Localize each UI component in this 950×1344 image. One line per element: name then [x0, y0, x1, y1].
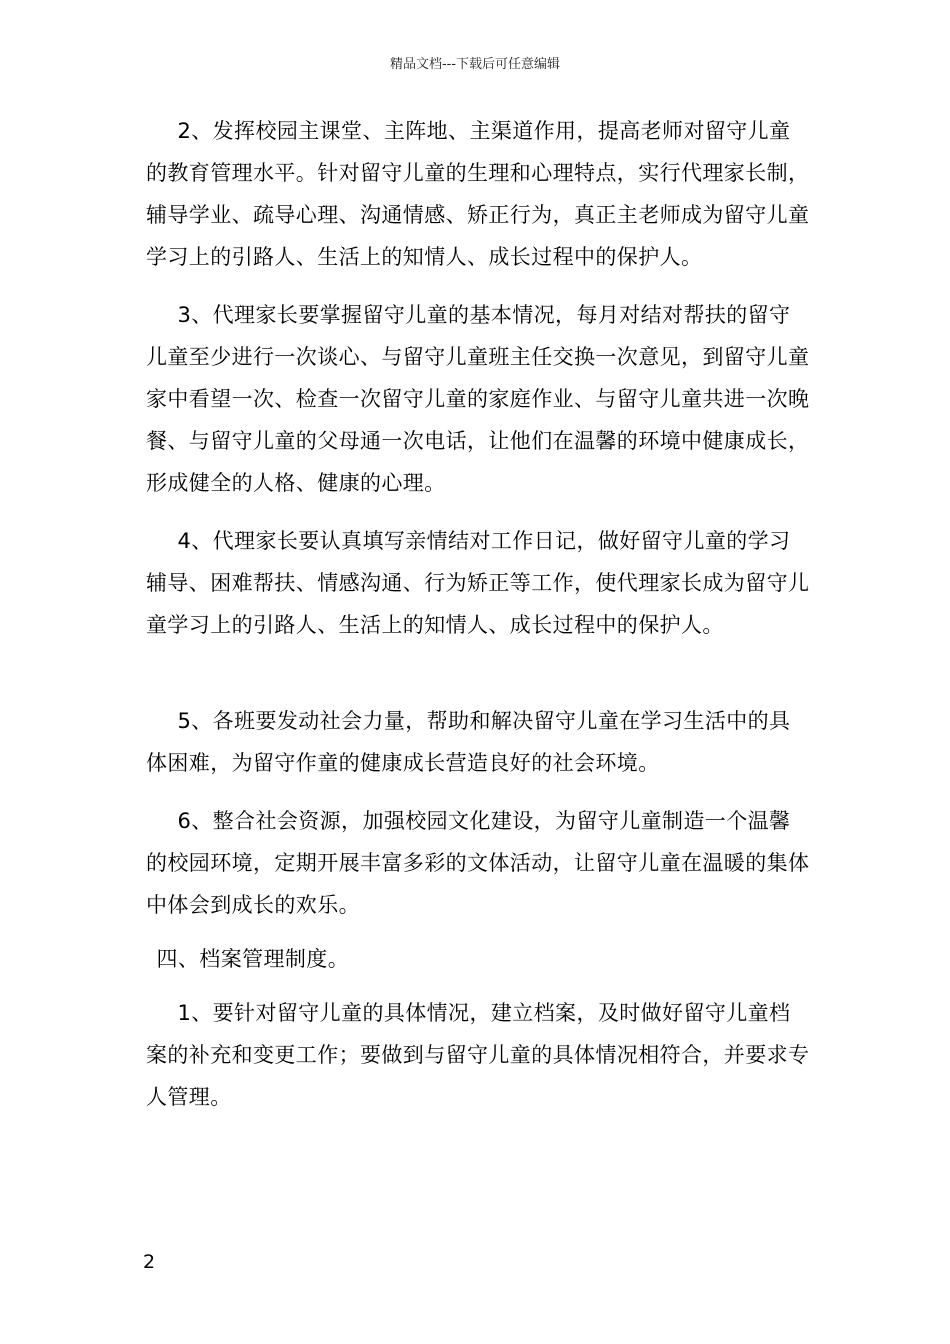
paragraph-3: 3、代理家长要掌握留守儿童的基本情况，每月对结对帮扶的留守儿童至少进行一次谈心、与留守儿童班主任交换一次意见，到留守儿童家中看望一次、检查一次留守儿童的家庭作业、与留守儿童共进一次晚餐、与留守儿童的父母通一次电话，让他们在温馨的环境中健康成长，形成健全的人格、健康的心理。 — [146, 303, 810, 495]
paragraph-5: 5、各班要发动社会力量，帮助和解决留守儿童在学习生活中的具体困难，为留守作童的健康成长营造良好的社会环境。 — [146, 709, 791, 775]
document-body — [146, 110, 810, 1118]
section-heading: 四、档案管理制度。 — [156, 947, 350, 971]
paragraph-2: 2、发挥校园主课堂、主阵地、主渠道作用，提高老师对留守儿童的教育管理水平。针对留守儿童的生理和心理特点，实行代理家长制，辅导学业、疏导心理、沟通情感、矫正行为，真正主老师成为留守儿童学习上的引路人、生活上的知情人、成长过程中的保护人。 — [146, 119, 810, 269]
section-paragraph-1: 1、要针对留守儿童的具体情况，建立档案，及时做好留守儿童档案的补充和变更工作；要做到与留守儿童的具体情况相符合，并要求专人管理。 — [146, 1001, 810, 1109]
paragraph-6: 6、整合社会资源，加强校园文化建设，为留守儿童制造一个温馨的校园环境，定期开展丰富多彩的文体活动，让留守儿童在温暖的集体中体会到成长的欢乐。 — [146, 809, 810, 917]
page-header: 精品文档---下载后可任意编辑 — [389, 57, 561, 72]
paragraph-4: 4、代理家长要认真填写亲情结对工作日记，做好留守儿童的学习辅导、困难帮扶、情感沟通、行为矫正等工作，使代理家长成为留守儿童学习上的引路人、生活上的知情人、成长过程中的保护人。 — [146, 529, 810, 637]
page-number: 2 — [143, 1251, 156, 1273]
